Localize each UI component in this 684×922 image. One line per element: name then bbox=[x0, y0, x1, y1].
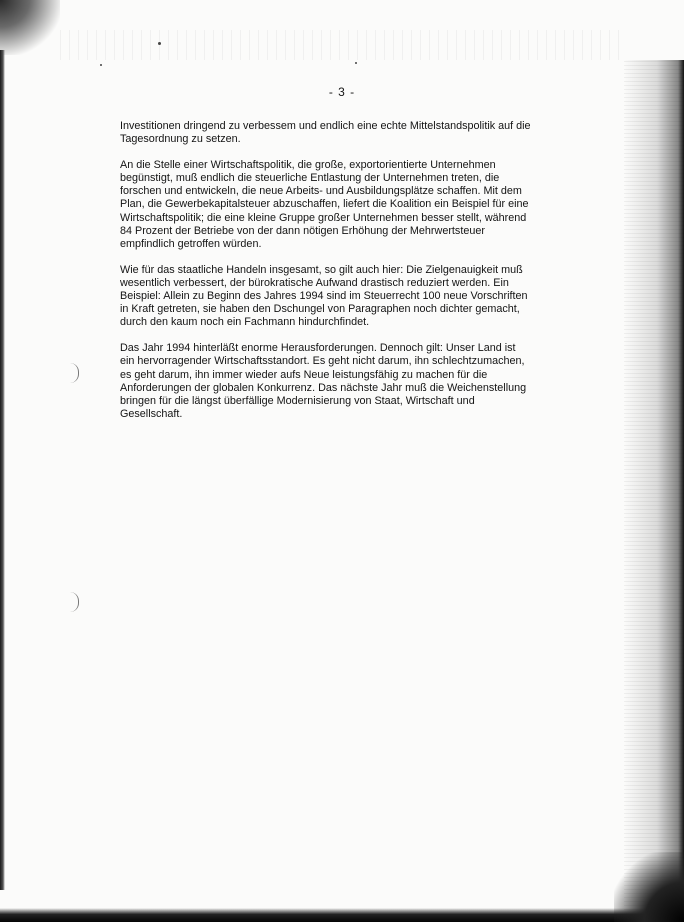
text-line: Anforderungen der globalen Konkurrenz. Das nächste Jahr muß die Weichenstellung bbox=[120, 381, 527, 394]
text-line: An die Stelle einer Wirtschaftspolitik, die große, exportorientierte Unternehmen bbox=[120, 159, 496, 172]
scan-speck bbox=[100, 64, 102, 66]
scan-edge-bottom bbox=[0, 908, 684, 922]
paragraph bbox=[120, 120, 560, 146]
scan-shadow-bottom-right bbox=[614, 852, 684, 922]
scan-edge-left bbox=[0, 50, 5, 890]
margin-mark bbox=[70, 592, 79, 612]
text-line: bringen für die längst überfällige Modernisierung von Staat, Wirtschaft und bbox=[120, 394, 475, 407]
text-line: Das Jahr 1994 hinterläßt enorme Herausforderungen. Dennoch gilt: Unser Land ist bbox=[120, 342, 516, 355]
text-line: es geht darum, ihn immer wieder aufs Neue leistungsfähig zu machen für die bbox=[120, 368, 488, 381]
text-line: Gesellschaft. bbox=[120, 407, 183, 420]
text-line: Beispiel: Allein zu Beginn des Jahres 1994 sind im Steuerrecht 100 neue Vorschriften bbox=[120, 290, 528, 303]
text-line: in Kraft getreten, sie haben den Dschungel von Paragraphen noch dichter gemacht, bbox=[120, 303, 520, 316]
scan-speck bbox=[355, 62, 357, 64]
paragraph bbox=[120, 159, 560, 251]
scan-speck bbox=[158, 42, 161, 45]
text-line: ein hervorragender Wirtschaftsstandort. Es geht nicht darum, ihn schlechtzumachen, bbox=[120, 355, 525, 368]
text-line: Wie für das staatliche Handeln insgesamt, so gilt auch hier: Die Zielgenauigkeit muß bbox=[120, 263, 523, 276]
text-line: Tagesordnung zu setzen. bbox=[120, 133, 241, 146]
margin-mark bbox=[70, 363, 79, 383]
text-line: empfindlich getroffen würden. bbox=[120, 237, 262, 250]
paragraph bbox=[120, 264, 560, 329]
document-body bbox=[120, 120, 560, 434]
page-number: - 3 - bbox=[328, 85, 356, 99]
text-line: Investitionen dringend zu verbessem und endlich eine echte Mittelstandspolitik auf die bbox=[120, 120, 531, 132]
text-line: forschen und entwickeln, die neue Arbeits- und Ausbildungsplätze schaffen. Mit dem bbox=[120, 185, 522, 198]
scan-shadow-top-left bbox=[0, 0, 60, 55]
text-line: 84 Prozent der Betriebe von der dann nötigen Erhöhung der Mehrwertsteuer bbox=[120, 224, 485, 237]
text-line: Wirtschaftspolitik; die eine kleine Gruppe großer Unternehmen besser stellt, während bbox=[120, 211, 527, 224]
text-line: wesentlich verbessert, der bürokratische Aufwand drastisch reduziert werden. Ein bbox=[120, 276, 509, 289]
text-line: begünstigt, muß endlich die steuerliche Entlastung der Unternehmen treten, die bbox=[120, 172, 500, 185]
text-line: durch den kaum noch ein Fachmann hindurchfindet. bbox=[120, 316, 370, 329]
scan-edge-right bbox=[624, 60, 684, 922]
scan-noise-top bbox=[60, 30, 620, 60]
text-line: Plan, die Gewerbekapitalsteuer abzuschaffen, liefert die Koalition ein Beispiel für eine bbox=[120, 198, 529, 211]
paragraph bbox=[120, 342, 560, 421]
